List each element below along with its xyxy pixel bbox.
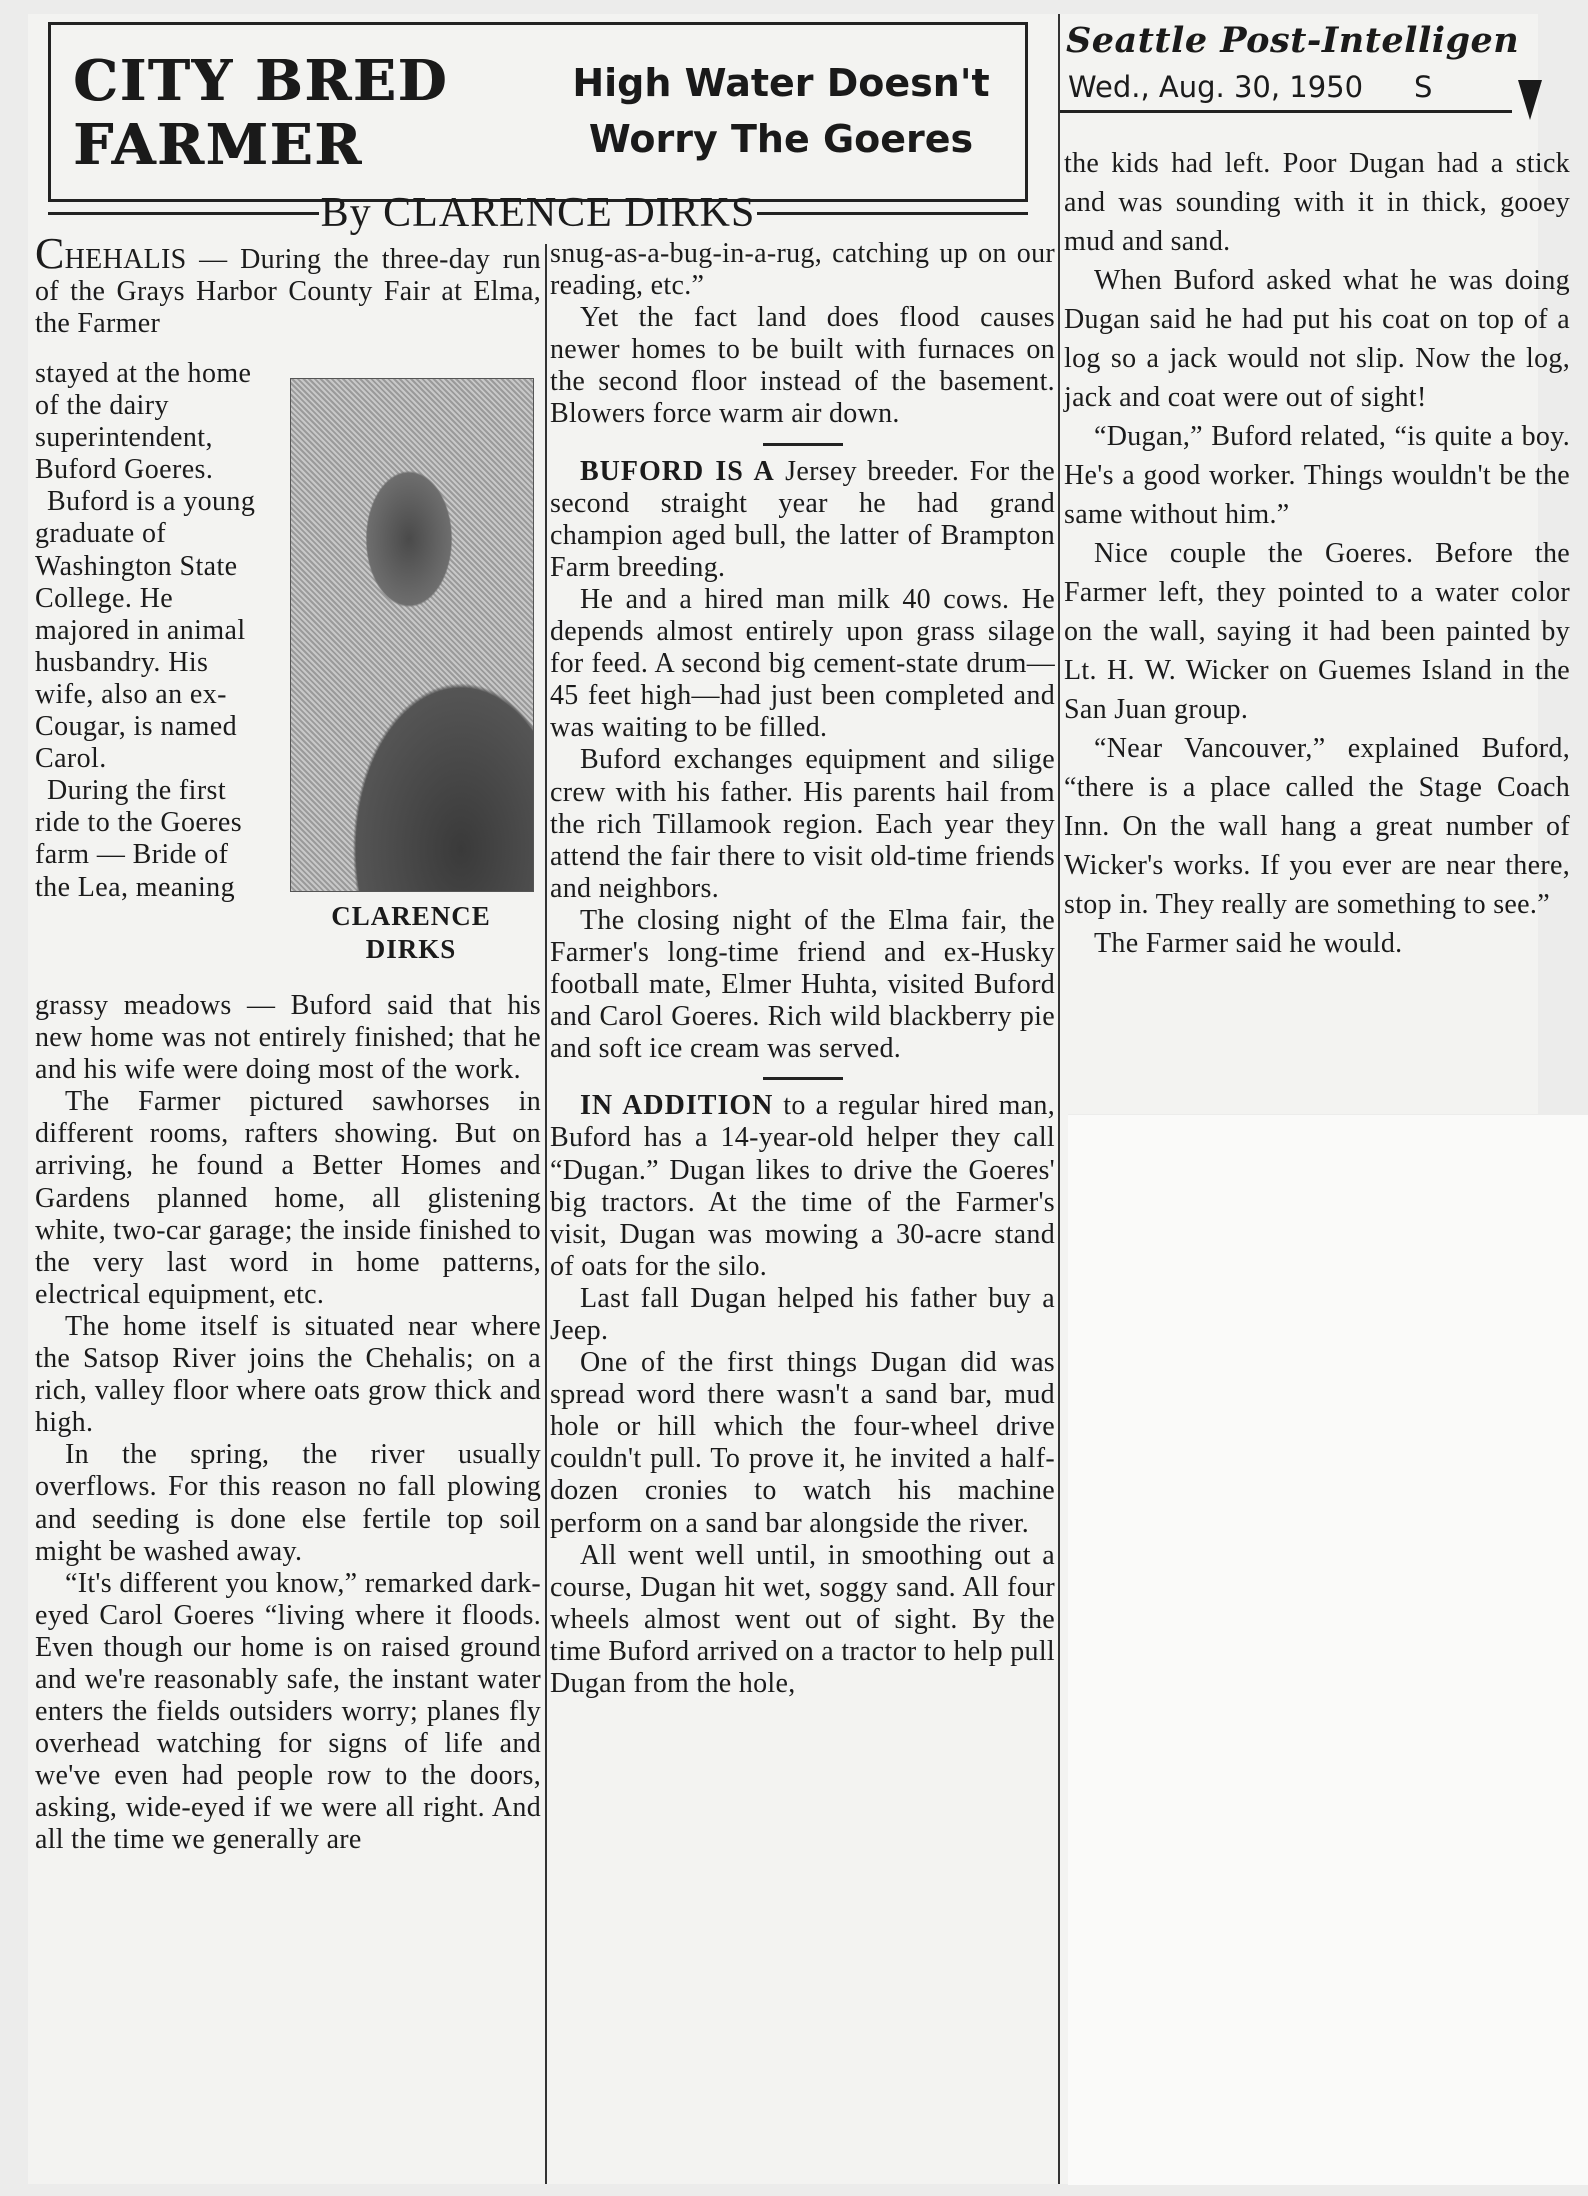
paragraph: The closing night of the Elma fair, the Farmer's long-time friend and ex-Husky football mate, Elmer Huhta, visited Buford and Carol Goeres. Rich wild blackberry pie and soft ice cream was served. (550, 904, 1055, 1065)
byline-rule-right (757, 212, 1028, 215)
photo-caption: CLARENCE DIRKS (331, 901, 491, 964)
publication-date: Wed., Aug. 30, 1950 (1068, 70, 1364, 104)
column-rule-1 (545, 244, 547, 2184)
headline-title (73, 49, 493, 177)
paragraph: “Dugan,” Buford related, “is quite a boy. He's a good worker. Things wouldn't be the same without him.” (1064, 421, 1570, 530)
section-separator (763, 1077, 843, 1080)
headline-line-2: FARMER (73, 112, 363, 178)
paragraph: The home itself is situated near where the Satsop River joins the Chehalis; on a rich, valley floor where oats grow thick and high. (35, 1310, 541, 1439)
paragraph: When Buford asked what he was doing Dugan said he had put his coat on top of a log so a jack would not slip. Now the log, jack and coat were out of sight! (1064, 265, 1570, 413)
paragraph: In the spring, the river usually overflows. For this reason no fall plowing and seeding is done else fertile top soil might be washed away. (35, 1439, 541, 1567)
paragraph: Nice couple the Goeres. Before the Farmer left, they pointed to a water color on the wall, saying it had been painted by Lt. H. W. Wicker on Guemes Island in the San Juan group. (1064, 538, 1570, 725)
column-1-body (35, 990, 541, 1857)
subtitle-line-1: High Water Doesn't (572, 61, 990, 105)
byline-text: By CLARENCE DIRKS (320, 190, 756, 236)
paragraph: He and a hired man milk 40 cows. He depends almost entirely upon grass silage for feed. A second big cement-state drum—45 feet high—had just been completed and was waiting to be filled. (550, 583, 1055, 744)
column-1-lead (35, 229, 541, 340)
paragraph: During the first ride to the Goeres farm — Bride of the Lea, meaning (35, 775, 243, 903)
headline-box (48, 22, 1028, 202)
column-3 (1064, 144, 1570, 963)
subhead: BUFORD IS A (580, 455, 775, 487)
subtitle-line-2: Worry The Goeres (588, 117, 974, 161)
paragraph: Yet the fact land does flood causes newer homes to be built with furnaces on the second floor instead of the basement. Blowers force warm air down. (550, 302, 1055, 430)
drop-cap: C (35, 229, 65, 278)
paragraph: The Farmer pictured sawhorses in different rooms, rafters showing. But on arriving, he found a Better Homes and Gardens planned home, all glistening white, two-car garage; the inside finished to the very last word in home patterns, electrical equipment, etc. (35, 1086, 541, 1310)
clip-corner-mark (1518, 80, 1542, 120)
author-photo (290, 378, 534, 892)
section-separator (763, 443, 843, 446)
byline (48, 188, 1028, 238)
paragraph: Last fall Dugan helped his father buy a Jeep. (550, 1282, 1055, 1346)
column-1-float-text (35, 358, 267, 904)
headline-subtitle (571, 55, 991, 167)
byline-rule-left (48, 212, 319, 215)
paragraph: The Farmer said he would. (1094, 928, 1403, 959)
blank-area (1068, 1115, 1588, 2185)
masthead (1060, 18, 1540, 128)
newspaper-name: Seattle Post-Intelligen (1066, 20, 1520, 61)
paragraph: Buford is a young graduate of Washington State College. He majored in animal husbandry. His wife, also an ex-Cougar, is named Carol. (35, 486, 256, 775)
column-rule-2 (1058, 14, 1060, 2184)
paragraph: “It's different you know,” remarked dark-eyed Carol Goeres “living where it floods. Even though our home is on raised ground and we're reasonably safe, the instant water enters the fields outsiders worry; planes fly overhead watching for signs of life and we've even had people row to the doors, asking, wide-eyed if we were all right. And all the time we generally are (35, 1567, 541, 1856)
paragraph: snug-as-a-bug-in-a-rug, catching up on our reading, etc.” (550, 238, 1055, 302)
lead-paragraph: CHEHALIS — During the three-day run of the Grays Harbor County Fair at Elma, the Farmer (35, 229, 541, 340)
paragraph: IN ADDITION to a regular hired man, Buford has a 14-year-old helper they call “Dugan.” Dugan likes to drive the Goeres' big tractors. At the time of the Farmer's visit, Dugan was mowing a 30-acre stand of oats for the silo. (550, 1090, 1056, 1282)
section-letter: S (1414, 70, 1433, 104)
headline-line-1: CITY BRED (73, 48, 449, 114)
paragraph: Buford exchanges equipment and silige crew with his father. His parents hail from the rich Tillamook region. Each year they attend the fair there to visit old-time friends and neighbors. (550, 744, 1055, 904)
paragraph: BUFORD IS A Jersey breeder. For the second straight year he had grand champion aged bull, the latter of Brampton Farm breeding. (550, 455, 1055, 583)
paragraph: “Near Vancouver,” explained Buford, “there is a place called the Stage Coach Inn. On the wall hang a great number of Wicker's works. If you ever are near there, stop in. They really are something to see.” (1064, 733, 1570, 920)
paragraph: stayed at the home of the dairy superintendent, Buford Goeres. (35, 358, 252, 486)
paragraph: All went well until, in smoothing out a course, Dugan hit wet, soggy sand. All four wheels almost went out of sight. By the time Buford arrived on a tractor to help pull Dugan from the hole, (550, 1539, 1055, 1700)
column-2 (550, 238, 1055, 1700)
paragraph: grassy meadows — Buford said that his new home was not entirely finished; that he and his wife were doing most of the work. (35, 990, 541, 1086)
paragraph: the kids had left. Poor Dugan had a stick and was sounding with it in thick, gooey mud and sand. (1064, 148, 1570, 257)
subhead: IN ADDITION (580, 1090, 774, 1122)
paragraph: One of the first things Dugan did was spread word there wasn't a sand bar, mud hole or hill which the four-wheel drive couldn't pull. To prove it, he invited a half-dozen cronies to watch his machine perform on a sand bar alongside the river. (550, 1347, 1055, 1539)
masthead-rule (1060, 110, 1512, 113)
